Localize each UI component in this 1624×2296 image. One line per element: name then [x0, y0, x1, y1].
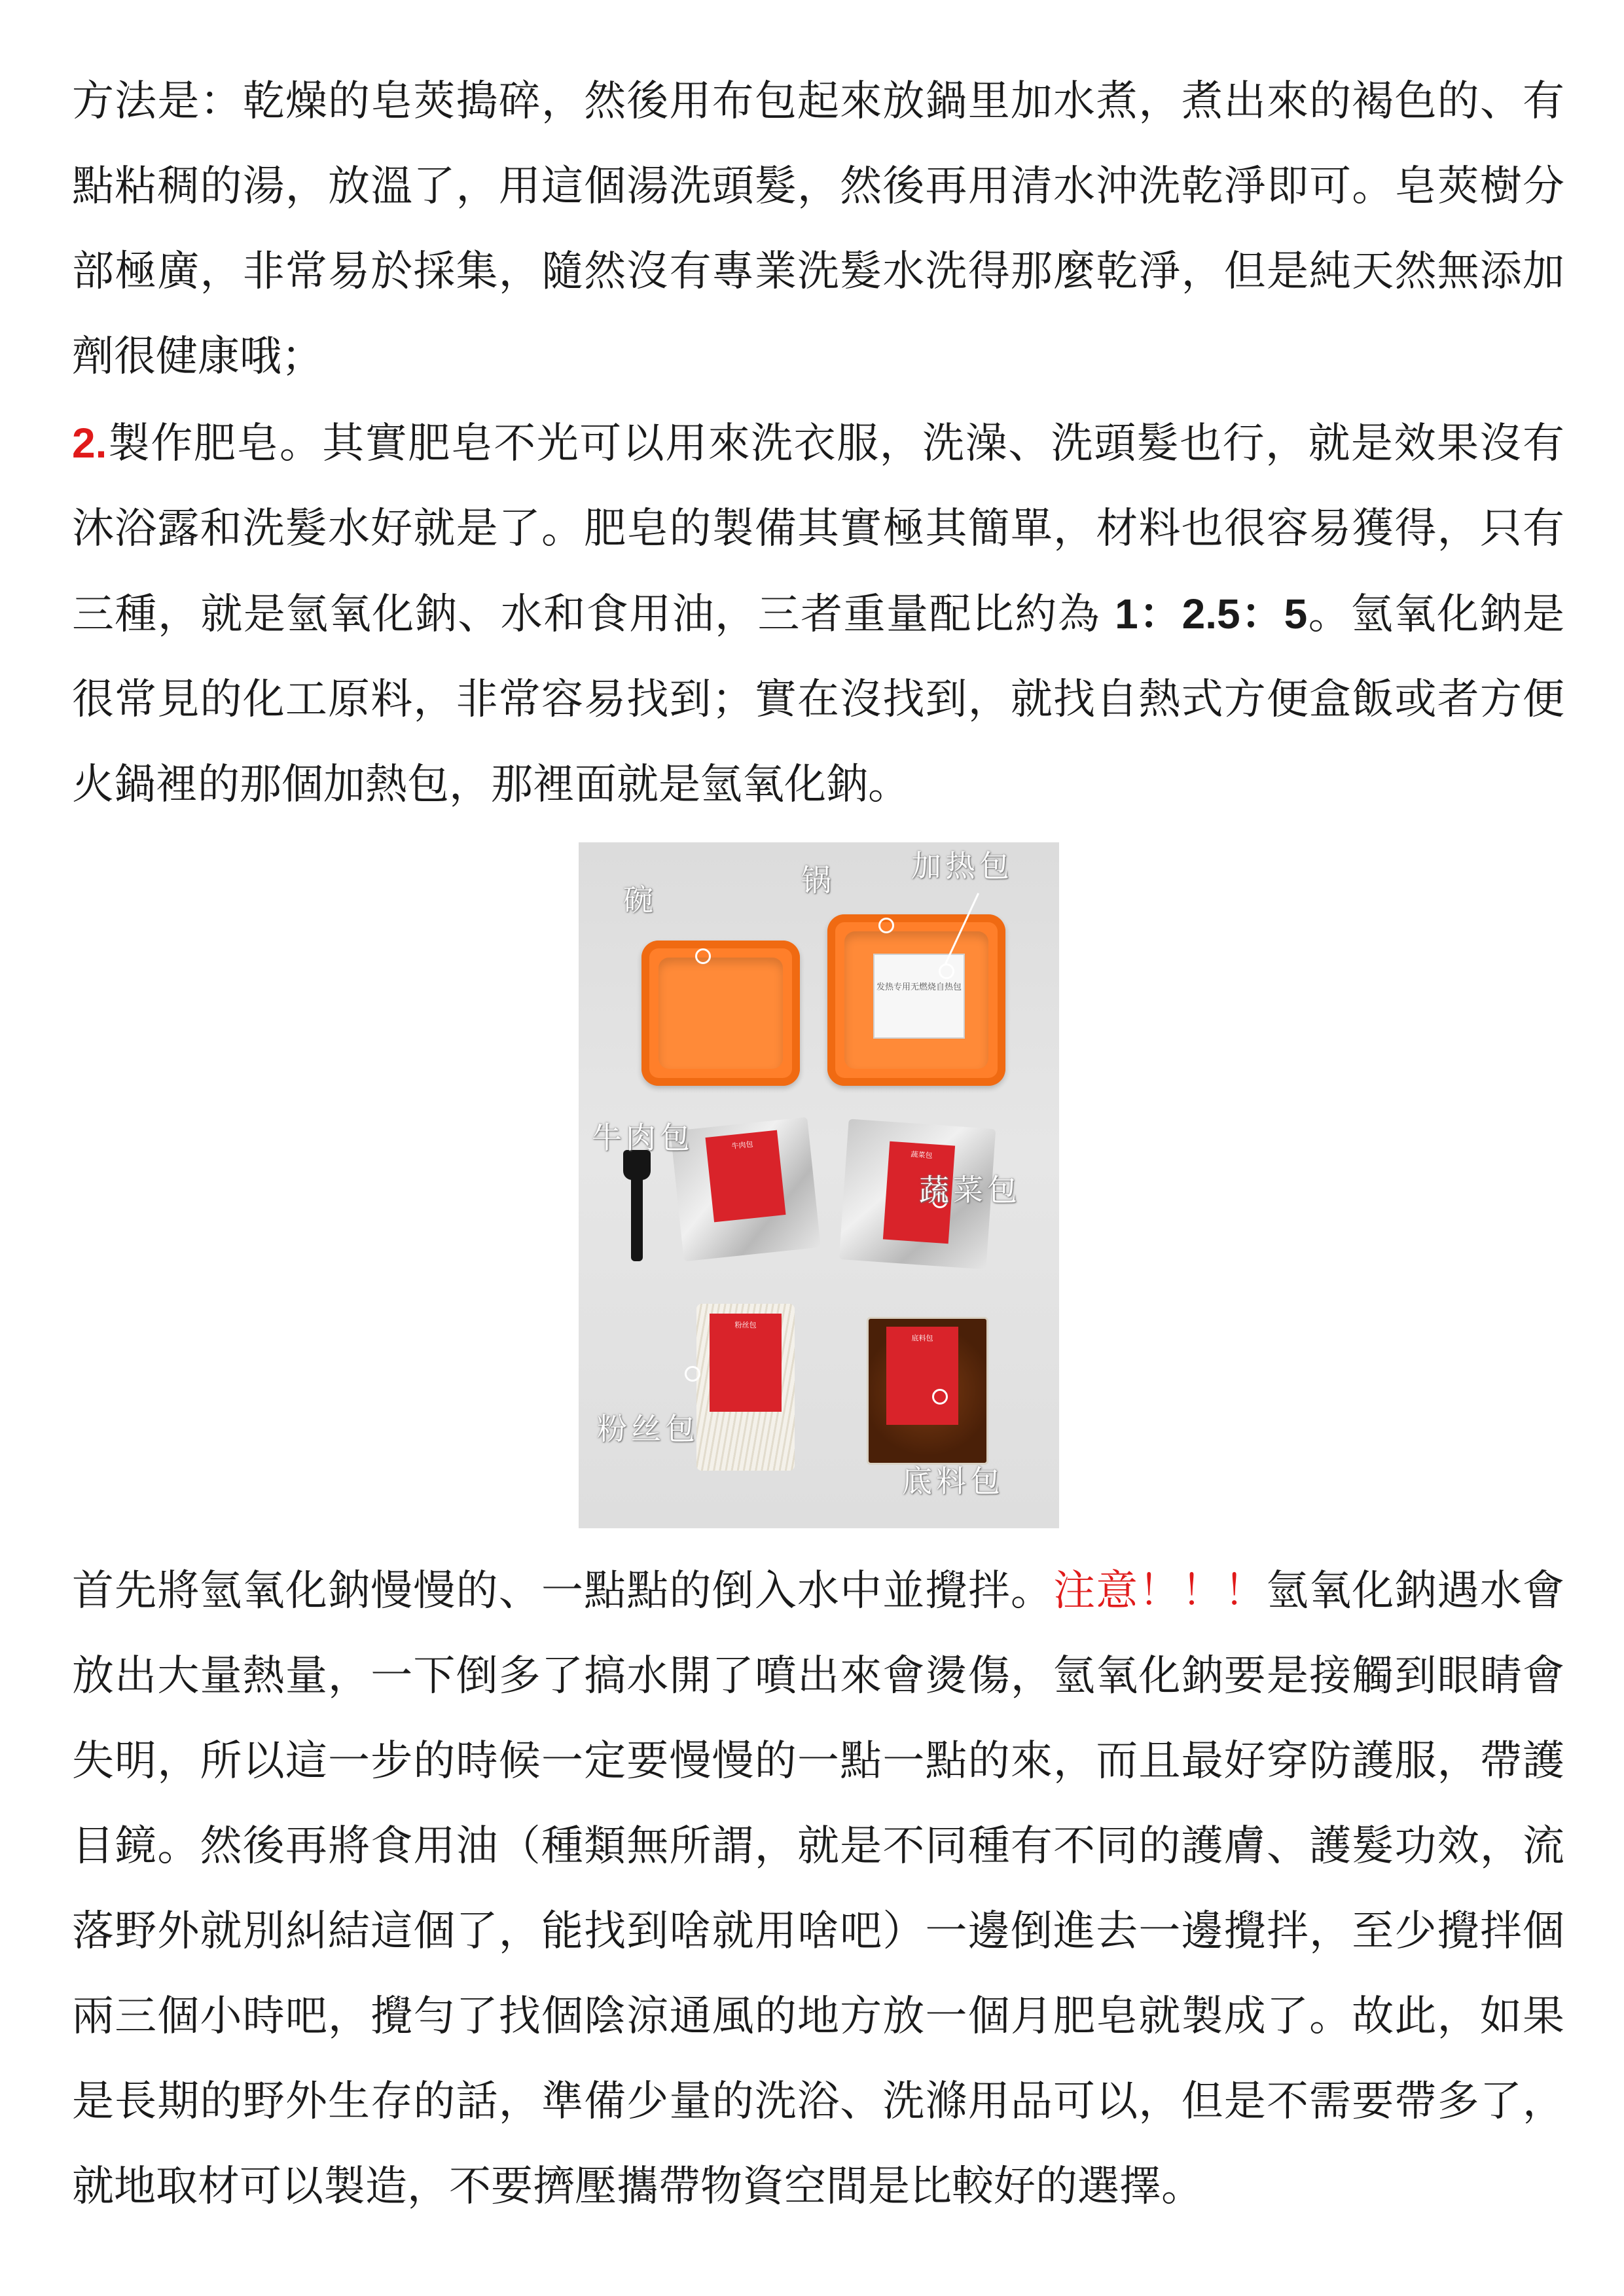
label-heating-pack: 加热包	[911, 848, 1013, 884]
self-heating-hotpot-photo	[579, 842, 1059, 1528]
label-bowl: 碗	[623, 882, 657, 918]
bowl-marker	[695, 948, 711, 964]
heating-pack-print: 发热专用无燃烧自热包	[876, 982, 962, 992]
label-beef-pack: 牛肉包	[592, 1120, 694, 1155]
label-vegetable-pack: 蔬菜包	[919, 1172, 1021, 1208]
veg-label-text: 蔬菜包	[911, 1150, 933, 1160]
base-marker	[932, 1389, 948, 1405]
bowl-image	[641, 941, 800, 1086]
pot-marker	[878, 918, 894, 933]
item-number: 2.	[72, 420, 107, 467]
paragraph-3-text-b: 氫氧化鈉遇水會放出大量熱量，一下倒多了搞水開了噴出來會燙傷，氫氧化鈉要是接觸到眼睛會失明，所以這一步的時候一定要慢慢的一點一點的來，而且最好穿防護服，帶護目鏡。然後再將食用油（種類無所謂，就是不同種有不同的護膚、護髮功效，流落野外就別糾結這個了，能找到啥就用啥吧）一邊倒進去一邊攪拌，至少攪拌個兩三個小時吧，攪勻了找個陰涼通風的地方放一個月肥皂就製成了。故此，如果是長期的野外生存的話，準備少量的洗浴、洗滌用品可以，但是不需要帶多了，就地取材可以製造，不要擠壓攜帶物資空間是比較好的選擇。	[72, 1567, 1565, 2211]
label-pot: 锅	[801, 863, 835, 898]
paragraph-2-text-b: 。氫氧化鈉是很常見的化工原料，非常容易找到；實在沒找到，就找自熱式方便盒飯或者方便火鍋裡的那個加熱包，那裡面就是氫氧化鈉。	[72, 590, 1565, 809]
label-base-pack: 底料包	[902, 1463, 1004, 1499]
vermicelli-pack-label	[710, 1314, 782, 1412]
vermicelli-marker	[685, 1366, 700, 1382]
fork-image	[631, 1170, 643, 1261]
paragraph-soapberry-method	[72, 59, 1564, 399]
paragraph-2-text-a: 製作肥皂。其實肥皂不光可以用來洗衣服，洗澡、洗頭髮也行，就是效果沒有沐浴露和洗髮水好就是了。肥皂的製備其實極其簡單，材料也很容易獲得，只有三種，就是氫氧化鈉、水和食用油，三者重量配比約為	[72, 420, 1564, 639]
paragraph-3-text-a: 首先將氫氧化鈉慢慢的、一點點的倒入水中並攪拌。	[72, 1567, 1054, 1615]
ratio-value: 1：2.5：5	[1115, 590, 1308, 637]
base-pack-label	[886, 1327, 958, 1425]
noodle-label-text: 粉丝包	[734, 1321, 757, 1329]
beef-label-text: 牛肉包	[731, 1139, 754, 1151]
warning-text: 注意！！！	[1053, 1567, 1267, 1615]
base-label-text: 底料包	[911, 1334, 933, 1342]
paragraph-1-text: 方法是：乾燥的皂莢搗碎，然後用布包起來放鍋里加水煮，煮出來的褐色的、有點粘稠的湯，放溫了，用這個湯洗頭髮，然後再用清水沖洗乾淨即可。皂莢樹分部極廣，非常易於採集，隨然沒有專業洗髮水洗得那麼乾淨，但是純天然無添加劑很健康哦；	[72, 77, 1564, 381]
paragraph-soap-making	[72, 401, 1564, 827]
beef-pack-label	[706, 1130, 786, 1223]
paragraph-procedure	[72, 1549, 1564, 2229]
heating-pack-marker	[939, 963, 954, 979]
label-vermicelli-pack: 粉丝包	[597, 1411, 699, 1446]
